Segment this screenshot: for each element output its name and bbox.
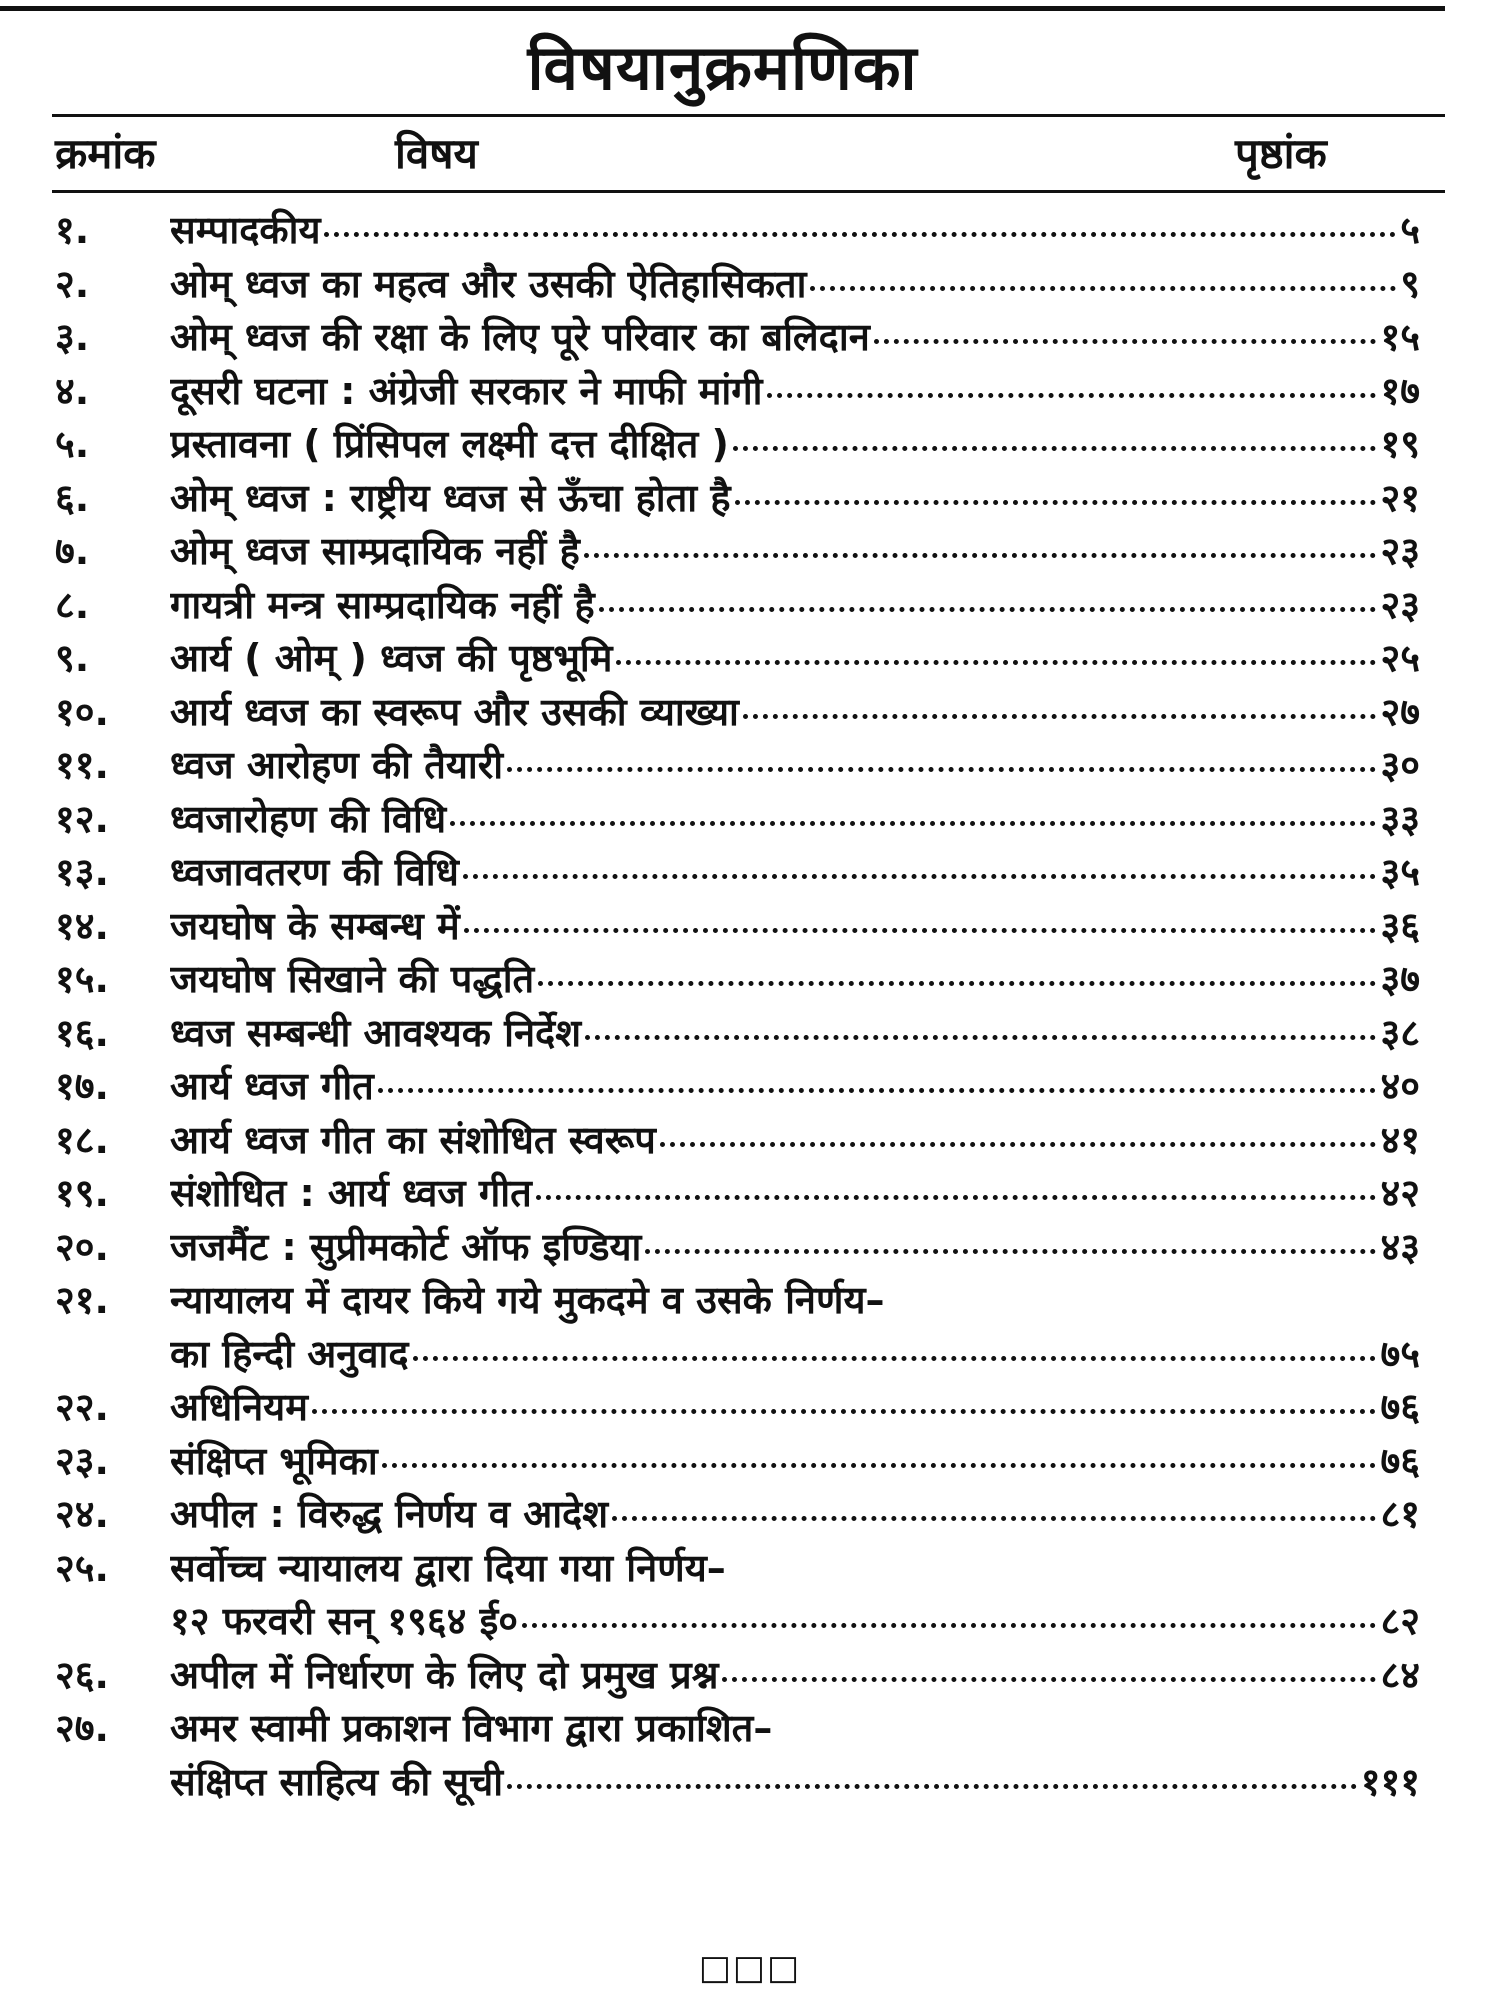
toc-entry <box>0 1274 1500 1328</box>
entry-title: संशोधित : आर्य ध्वज गीत <box>170 1171 532 1215</box>
header-rule <box>52 190 1445 193</box>
toc-entry <box>0 1488 1500 1542</box>
entry-title: ओम् ध्वज साम्प्रदायिक नहीं है <box>170 529 580 573</box>
toc-entry <box>0 953 1500 1007</box>
entry-line <box>170 1328 1420 1381</box>
entry-page: १५ <box>1380 315 1420 359</box>
entry-line <box>170 1649 1420 1702</box>
entry-number: १२. <box>55 796 109 841</box>
entry-title: ध्वजारोहण की विधि <box>170 796 447 841</box>
entry-line <box>170 204 1420 257</box>
toc-entry <box>0 365 1500 419</box>
end-mark: □□□ <box>698 1948 802 1988</box>
entry-line <box>170 1702 1420 1755</box>
entry-page: ४० <box>1380 1064 1420 1108</box>
dot-leader <box>645 1249 1376 1254</box>
entry-title: आर्य ध्वज गीत <box>170 1064 374 1108</box>
entry-number: १०. <box>55 689 109 734</box>
toc-entry <box>0 1221 1500 1275</box>
header-page: पृष्ठांक <box>1235 129 1327 178</box>
entry-number: २६. <box>55 1652 109 1697</box>
dot-leader <box>538 981 1376 986</box>
dot-leader <box>450 821 1376 826</box>
entry-page: २१ <box>1380 475 1420 520</box>
dot-leader <box>413 1356 1377 1361</box>
entry-line <box>170 1542 1420 1595</box>
toc-entry <box>0 1542 1500 1596</box>
dot-leader <box>536 1195 1377 1200</box>
entry-page: २३ <box>1380 582 1420 627</box>
dot-leader <box>810 286 1396 291</box>
entry-number: २४. <box>55 1492 109 1536</box>
entry-title: ध्वजावतरण की विधि <box>170 850 459 894</box>
entry-number: २७. <box>55 1706 109 1750</box>
entry-line <box>170 365 1420 418</box>
entry-title: आर्य ध्वज गीत का संशोधित स्वरूप <box>170 1117 656 1162</box>
entry-line <box>170 1381 1420 1434</box>
entry-page: २३ <box>1380 529 1420 573</box>
entry-page: ७६ <box>1380 1385 1420 1429</box>
toc-entry-continuation <box>0 1328 1500 1382</box>
toc-entry <box>0 632 1500 686</box>
entry-page: १९ <box>1380 422 1420 466</box>
toc-entry <box>0 1060 1500 1114</box>
entry-page: ३० <box>1380 743 1420 787</box>
toc-entry-continuation <box>0 1595 1500 1649</box>
dot-leader <box>874 339 1377 344</box>
dot-leader <box>767 393 1377 398</box>
dot-leader <box>324 232 1396 237</box>
entry-number: १. <box>55 208 90 252</box>
toc-entry <box>0 1435 1500 1489</box>
entry-page: ४१ <box>1380 1117 1420 1162</box>
header-subject: विषय <box>395 129 478 178</box>
entry-page: १७ <box>1380 368 1420 413</box>
entry-title: प्रस्तावना ( प्रिंसिपल लक्ष्मी दत्त दीक्षित ) <box>170 422 729 466</box>
entry-title: सर्वोच्च न्यायालय द्वारा दिया गया निर्णय– <box>170 1545 726 1590</box>
entry-line <box>170 632 1420 685</box>
entry-page: ३३ <box>1380 796 1420 841</box>
entry-title: जयघोष के सम्बन्ध में <box>170 903 460 948</box>
toc-entry <box>0 258 1500 312</box>
dot-leader <box>378 1088 1377 1093</box>
entry-line <box>170 579 1420 632</box>
entry-number: १३. <box>55 850 109 894</box>
entry-number: १५. <box>55 957 109 1001</box>
toc-entry <box>0 472 1500 526</box>
entry-number: २३. <box>55 1438 109 1483</box>
entry-title: ओम् ध्वज की रक्षा के लिए पूरे परिवार का बलिदान <box>170 315 870 359</box>
entry-line <box>170 900 1420 953</box>
entry-line <box>170 1274 1420 1327</box>
entry-page: ७६ <box>1380 1438 1420 1483</box>
entry-title-continued: संक्षिप्त साहित्य की सूची <box>170 1759 504 1804</box>
entry-number: २. <box>55 261 90 306</box>
entry-number: १९. <box>55 1171 109 1215</box>
toc-entry <box>0 793 1500 847</box>
toc-entry <box>0 686 1500 740</box>
dot-leader <box>660 1142 1377 1147</box>
top-rule <box>0 6 1445 11</box>
entry-title: ध्वज सम्बन्धी आवश्यक निर्देश <box>170 1010 582 1055</box>
toc-entry <box>0 1702 1500 1756</box>
entry-title: जयघोष सिखाने की पद्धति <box>170 957 535 1001</box>
entry-line <box>170 1435 1420 1488</box>
entry-line <box>170 418 1420 471</box>
entry-title: गायत्री मन्त्र साम्प्रदायिक नहीं है <box>170 582 595 627</box>
entry-line <box>170 1488 1420 1541</box>
dot-leader <box>507 1784 1357 1789</box>
entry-page: ४२ <box>1380 1171 1420 1215</box>
entry-page: ३८ <box>1380 1010 1420 1055</box>
toc-entry <box>0 1007 1500 1061</box>
entry-line <box>170 258 1420 311</box>
entry-title: अपील : विरुद्ध निर्णय व आदेश <box>170 1492 609 1536</box>
entry-page: ५ <box>1400 208 1420 252</box>
entry-title: अधिनियम <box>170 1385 308 1429</box>
entry-line <box>170 1167 1420 1220</box>
toc-entry <box>0 579 1500 633</box>
dot-leader <box>733 446 1377 451</box>
entry-page: ९ <box>1400 261 1420 306</box>
entry-title: ध्वज आरोहण की तैयारी <box>170 743 504 787</box>
entry-title: न्यायालय में दायर किये गये मुकदमे व उसके निर्णय– <box>170 1278 885 1322</box>
entry-line <box>170 1114 1420 1167</box>
entry-line <box>170 739 1420 792</box>
entry-title: आर्य ( ओम् ) ध्वज की पृष्ठभूमि <box>170 636 613 680</box>
entry-number: ५. <box>55 422 90 466</box>
entry-line <box>170 1595 1420 1648</box>
toc-entry <box>0 900 1500 954</box>
dot-leader <box>507 767 1376 772</box>
entry-line <box>170 472 1420 525</box>
page-title: विषयानुक्रमणिका <box>527 31 918 104</box>
entry-number: ८. <box>55 582 90 627</box>
entry-number: २५. <box>55 1545 109 1590</box>
header-number: क्रमांक <box>55 129 156 178</box>
entry-page: २७ <box>1380 689 1420 734</box>
dot-leader <box>722 1677 1376 1682</box>
dot-leader <box>616 660 1376 665</box>
entry-title: अमर स्वामी प्रकाशन विभाग द्वारा प्रकाशित– <box>170 1706 773 1750</box>
entry-page: ३५ <box>1380 850 1420 894</box>
dot-leader <box>463 874 1377 879</box>
entry-line <box>170 686 1420 739</box>
entry-page: २५ <box>1380 636 1420 680</box>
toc-entry <box>0 1114 1500 1168</box>
entry-line <box>170 1060 1420 1113</box>
entry-line <box>170 846 1420 899</box>
entry-page: ८१ <box>1380 1492 1420 1536</box>
entry-line <box>170 525 1420 578</box>
toc-entry <box>0 1649 1500 1703</box>
entry-title: आर्य ध्वज का स्वरूप और उसकी व्याख्या <box>170 689 739 734</box>
entry-line <box>170 311 1420 364</box>
entry-line <box>170 793 1420 846</box>
entry-page: ४३ <box>1380 1224 1420 1269</box>
dot-leader <box>312 1409 1377 1414</box>
dot-leader <box>612 1516 1376 1521</box>
entry-page: ७५ <box>1380 1331 1420 1376</box>
entry-title: अपील में निर्धारण के लिए दो प्रमुख प्रश्न <box>170 1652 719 1697</box>
table-of-contents <box>0 204 1500 1809</box>
entry-page: ८४ <box>1380 1652 1420 1697</box>
dot-leader <box>464 928 1377 933</box>
entry-number: २०. <box>55 1224 109 1269</box>
dot-leader <box>522 1623 1376 1628</box>
entry-number: १८. <box>55 1117 109 1162</box>
entry-number: ३. <box>55 315 90 359</box>
entry-title: ओम् ध्वज : राष्ट्रीय ध्वज से ऊँचा होता है <box>170 475 731 520</box>
dot-leader <box>585 1035 1376 1040</box>
entry-number: १७. <box>55 1064 109 1108</box>
toc-entry <box>0 739 1500 793</box>
entry-number: १६. <box>55 1010 109 1055</box>
entry-number: २१. <box>55 1278 109 1322</box>
entry-title-continued: १२ फरवरी सन् १९६४ ई० <box>170 1599 519 1643</box>
entry-page: ३७ <box>1380 957 1420 1001</box>
toc-entry <box>0 418 1500 472</box>
entry-number: ६. <box>55 475 90 520</box>
entry-title: दूसरी घटना : अंग्रेजी सरकार ने माफी मांगी <box>170 368 763 413</box>
table-header <box>0 124 1500 184</box>
title-rule <box>52 114 1445 117</box>
entry-page: १११ <box>1360 1759 1420 1804</box>
entry-number: ११. <box>55 743 109 787</box>
entry-line <box>170 1007 1420 1060</box>
dot-leader <box>382 1463 1377 1468</box>
entry-title-continued: का हिन्दी अनुवाद <box>170 1331 409 1376</box>
toc-entry <box>0 1381 1500 1435</box>
toc-entry <box>0 525 1500 579</box>
entry-title: सम्पादकीय <box>170 208 321 252</box>
toc-entry <box>0 311 1500 365</box>
entry-number: २२. <box>55 1385 109 1429</box>
entry-line <box>170 1756 1420 1809</box>
entry-number: ९. <box>55 636 90 680</box>
entry-title: संक्षिप्त भूमिका <box>170 1438 378 1483</box>
dot-leader <box>599 607 1377 612</box>
entry-line <box>170 953 1420 1006</box>
dot-leader <box>584 553 1377 558</box>
entry-page: ८२ <box>1380 1599 1420 1643</box>
toc-entry <box>0 1167 1500 1221</box>
entry-title: जजमैंट : सुप्रीमकोर्ट ऑफ इण्डिया <box>170 1224 642 1269</box>
entry-line <box>170 1221 1420 1274</box>
toc-entry <box>0 846 1500 900</box>
dot-leader <box>735 500 1377 505</box>
toc-entry <box>0 204 1500 258</box>
dot-leader <box>743 714 1377 719</box>
entry-number: १४. <box>55 903 109 948</box>
entry-number: ७. <box>55 529 90 573</box>
toc-entry-continuation <box>0 1756 1500 1810</box>
entry-number: ४. <box>55 368 90 413</box>
entry-page: ३६ <box>1380 903 1420 948</box>
entry-title: ओम् ध्वज का महत्व और उसकी ऐतिहासिकता <box>170 261 807 306</box>
